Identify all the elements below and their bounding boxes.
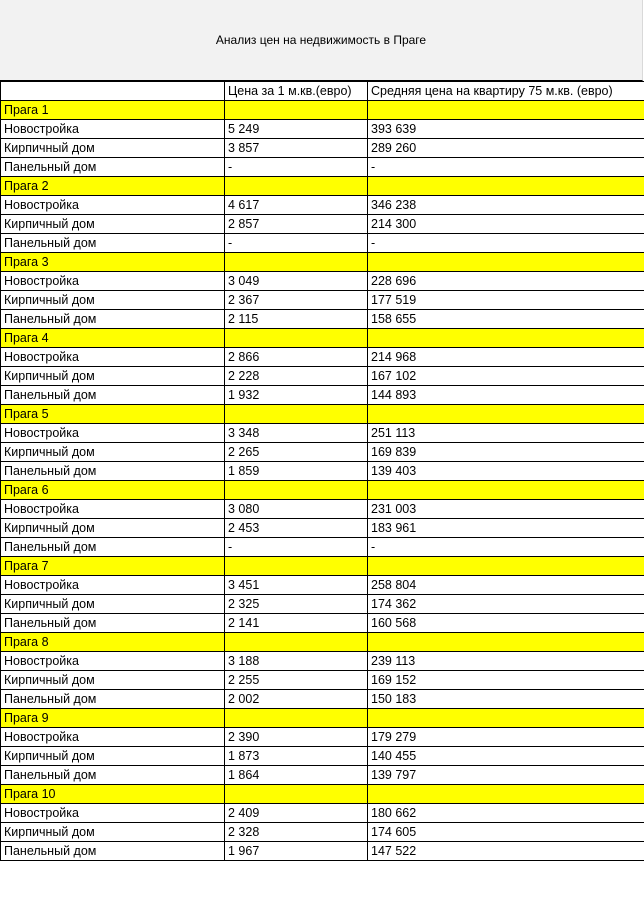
district-name-cell[interactable]: Прага 10 xyxy=(1,785,225,804)
table-row xyxy=(1,291,644,310)
table-row xyxy=(1,462,644,481)
building-type-cell[interactable]: Кирпичный дом xyxy=(1,595,225,614)
district-empty-cell[interactable] xyxy=(225,101,368,120)
table-row xyxy=(1,519,644,538)
building-type-cell[interactable]: Кирпичный дом xyxy=(1,215,225,234)
avg-price-cell[interactable]: 179 279 xyxy=(368,728,644,747)
avg-price-cell[interactable]: 140 455 xyxy=(368,747,644,766)
building-type-cell[interactable]: Панельный дом xyxy=(1,614,225,633)
district-empty-cell[interactable] xyxy=(368,709,644,728)
price-per-m2-cell[interactable]: 1 859 xyxy=(225,462,368,481)
price-per-m2-cell[interactable]: 2 255 xyxy=(225,671,368,690)
building-type-cell[interactable]: Новостройка xyxy=(1,652,225,671)
avg-price-cell[interactable]: 239 113 xyxy=(368,652,644,671)
district-header-row xyxy=(1,177,644,196)
header-cell-price-m2[interactable]: Цена за 1 м.кв.(евро) xyxy=(225,82,368,101)
price-per-m2-cell[interactable]: 2 367 xyxy=(225,291,368,310)
district-name-cell[interactable]: Прага 7 xyxy=(1,557,225,576)
price-per-m2-cell[interactable]: - xyxy=(225,158,368,177)
table-row xyxy=(1,690,644,709)
district-name-cell[interactable]: Прага 6 xyxy=(1,481,225,500)
table-row xyxy=(1,823,644,842)
building-type-cell[interactable]: Кирпичный дом xyxy=(1,747,225,766)
building-type-cell[interactable]: Новостройка xyxy=(1,804,225,823)
building-type-cell[interactable]: Новостройка xyxy=(1,272,225,291)
price-per-m2-cell[interactable]: - xyxy=(225,234,368,253)
building-type-cell[interactable]: Новостройка xyxy=(1,500,225,519)
building-type-cell[interactable]: Панельный дом xyxy=(1,386,225,405)
table-row xyxy=(1,747,644,766)
price-table xyxy=(0,81,644,861)
avg-price-cell[interactable]: 169 152 xyxy=(368,671,644,690)
building-type-cell[interactable]: Кирпичный дом xyxy=(1,367,225,386)
price-table-body xyxy=(1,82,644,861)
price-per-m2-cell[interactable]: 2 390 xyxy=(225,728,368,747)
table-row xyxy=(1,538,644,557)
building-type-cell[interactable]: Панельный дом xyxy=(1,842,225,861)
building-type-cell[interactable]: Панельный дом xyxy=(1,234,225,253)
district-header-row xyxy=(1,557,644,576)
building-type-cell[interactable]: Кирпичный дом xyxy=(1,139,225,158)
district-empty-cell[interactable] xyxy=(225,177,368,196)
building-type-cell[interactable]: Панельный дом xyxy=(1,766,225,785)
district-empty-cell[interactable] xyxy=(368,633,644,652)
district-empty-cell[interactable] xyxy=(368,177,644,196)
avg-price-cell[interactable]: 228 696 xyxy=(368,272,644,291)
building-type-cell[interactable]: Новостройка xyxy=(1,576,225,595)
district-header-row xyxy=(1,253,644,272)
table-row xyxy=(1,234,644,253)
avg-price-cell[interactable]: 139 797 xyxy=(368,766,644,785)
district-empty-cell[interactable] xyxy=(368,101,644,120)
avg-price-cell[interactable]: 231 003 xyxy=(368,500,644,519)
price-per-m2-cell[interactable]: 3 451 xyxy=(225,576,368,595)
table-row xyxy=(1,424,644,443)
price-per-m2-cell[interactable]: 1 873 xyxy=(225,747,368,766)
avg-price-cell[interactable]: 214 300 xyxy=(368,215,644,234)
district-name-cell[interactable]: Прага 5 xyxy=(1,405,225,424)
price-per-m2-cell[interactable]: 1 932 xyxy=(225,386,368,405)
district-header-row xyxy=(1,329,644,348)
district-empty-cell[interactable] xyxy=(225,709,368,728)
district-empty-cell[interactable] xyxy=(225,633,368,652)
district-empty-cell[interactable] xyxy=(368,405,644,424)
district-empty-cell[interactable] xyxy=(368,481,644,500)
building-type-cell[interactable]: Панельный дом xyxy=(1,462,225,481)
building-type-cell[interactable]: Кирпичный дом xyxy=(1,671,225,690)
avg-price-cell[interactable]: 251 113 xyxy=(368,424,644,443)
avg-price-cell[interactable]: 258 804 xyxy=(368,576,644,595)
building-type-cell[interactable]: Панельный дом xyxy=(1,538,225,557)
district-header-row xyxy=(1,405,644,424)
building-type-cell[interactable]: Кирпичный дом xyxy=(1,291,225,310)
avg-price-cell[interactable]: - xyxy=(368,538,644,557)
building-type-cell[interactable]: Панельный дом xyxy=(1,158,225,177)
district-empty-cell[interactable] xyxy=(368,329,644,348)
avg-price-cell[interactable]: 183 961 xyxy=(368,519,644,538)
price-per-m2-cell[interactable]: 3 188 xyxy=(225,652,368,671)
table-row xyxy=(1,158,644,177)
table-row xyxy=(1,272,644,291)
header-cell-avg-price[interactable]: Средняя цена на квартиру 75 м.кв. (евро) xyxy=(368,82,644,101)
price-per-m2-cell[interactable]: 2 409 xyxy=(225,804,368,823)
district-header-row xyxy=(1,481,644,500)
district-name-cell[interactable]: Прага 8 xyxy=(1,633,225,652)
district-name-cell[interactable]: Прага 1 xyxy=(1,101,225,120)
avg-price-cell[interactable]: 144 893 xyxy=(368,386,644,405)
price-per-m2-cell[interactable]: 3 080 xyxy=(225,500,368,519)
district-empty-cell[interactable] xyxy=(368,253,644,272)
district-empty-cell[interactable] xyxy=(225,253,368,272)
building-type-cell[interactable]: Панельный дом xyxy=(1,690,225,709)
price-per-m2-cell[interactable]: 3 857 xyxy=(225,139,368,158)
building-type-cell[interactable]: Новостройка xyxy=(1,424,225,443)
table-row xyxy=(1,671,644,690)
avg-price-cell[interactable]: 167 102 xyxy=(368,367,644,386)
avg-price-cell[interactable]: 180 662 xyxy=(368,804,644,823)
avg-price-cell[interactable]: 160 568 xyxy=(368,614,644,633)
price-per-m2-cell[interactable]: 1 967 xyxy=(225,842,368,861)
avg-price-cell[interactable]: 289 260 xyxy=(368,139,644,158)
table-row xyxy=(1,367,644,386)
district-empty-cell[interactable] xyxy=(368,557,644,576)
district-name-cell[interactable]: Прага 3 xyxy=(1,253,225,272)
avg-price-cell[interactable]: 214 968 xyxy=(368,348,644,367)
avg-price-cell[interactable]: - xyxy=(368,158,644,177)
district-empty-cell[interactable] xyxy=(225,557,368,576)
price-per-m2-cell[interactable]: 4 617 xyxy=(225,196,368,215)
district-empty-cell[interactable] xyxy=(225,481,368,500)
table-row xyxy=(1,196,644,215)
district-empty-cell[interactable] xyxy=(225,785,368,804)
building-type-cell[interactable]: Новостройка xyxy=(1,120,225,139)
price-per-m2-cell[interactable]: 2 866 xyxy=(225,348,368,367)
district-header-row xyxy=(1,785,644,804)
table-row xyxy=(1,576,644,595)
table-row xyxy=(1,139,644,158)
district-empty-cell[interactable] xyxy=(225,405,368,424)
building-type-cell[interactable]: Кирпичный дом xyxy=(1,519,225,538)
avg-price-cell[interactable]: 158 655 xyxy=(368,310,644,329)
avg-price-cell[interactable]: 174 605 xyxy=(368,823,644,842)
building-type-cell[interactable]: Новостройка xyxy=(1,728,225,747)
district-header-row xyxy=(1,709,644,728)
price-per-m2-cell[interactable]: 5 249 xyxy=(225,120,368,139)
building-type-cell[interactable]: Панельный дом xyxy=(1,310,225,329)
table-row xyxy=(1,386,644,405)
table-row xyxy=(1,500,644,519)
district-name-cell[interactable]: Прага 9 xyxy=(1,709,225,728)
price-per-m2-cell[interactable]: - xyxy=(225,538,368,557)
header-cell-type[interactable] xyxy=(1,82,225,101)
table-row xyxy=(1,614,644,633)
price-per-m2-cell[interactable]: 2 002 xyxy=(225,690,368,709)
price-per-m2-cell[interactable]: 2 265 xyxy=(225,443,368,462)
price-per-m2-cell[interactable]: 2 328 xyxy=(225,823,368,842)
building-type-cell[interactable]: Новостройка xyxy=(1,348,225,367)
avg-price-cell[interactable]: 177 519 xyxy=(368,291,644,310)
table-row xyxy=(1,310,644,329)
avg-price-cell[interactable]: 169 839 xyxy=(368,443,644,462)
avg-price-cell[interactable]: 346 238 xyxy=(368,196,644,215)
table-row xyxy=(1,120,644,139)
price-per-m2-cell[interactable]: 2 325 xyxy=(225,595,368,614)
table-row xyxy=(1,804,644,823)
table-row xyxy=(1,443,644,462)
table-row xyxy=(1,766,644,785)
table-row xyxy=(1,842,644,861)
price-per-m2-cell[interactable]: 2 857 xyxy=(225,215,368,234)
district-header-row xyxy=(1,101,644,120)
district-empty-cell[interactable] xyxy=(368,785,644,804)
table-row xyxy=(1,348,644,367)
price-per-m2-cell[interactable]: 2 115 xyxy=(225,310,368,329)
price-per-m2-cell[interactable]: 2 228 xyxy=(225,367,368,386)
district-empty-cell[interactable] xyxy=(225,329,368,348)
table-header-row xyxy=(1,82,644,101)
avg-price-cell[interactable]: 147 522 xyxy=(368,842,644,861)
page-title[interactable]: Анализ цен на недвижимость в Праге xyxy=(0,0,643,81)
table-row xyxy=(1,595,644,614)
building-type-cell[interactable]: Кирпичный дом xyxy=(1,443,225,462)
price-per-m2-cell[interactable]: 3 348 xyxy=(225,424,368,443)
table-row xyxy=(1,215,644,234)
price-per-m2-cell[interactable]: 1 864 xyxy=(225,766,368,785)
price-per-m2-cell[interactable]: 2 141 xyxy=(225,614,368,633)
price-per-m2-cell[interactable]: 2 453 xyxy=(225,519,368,538)
avg-price-cell[interactable]: 139 403 xyxy=(368,462,644,481)
district-name-cell[interactable]: Прага 4 xyxy=(1,329,225,348)
building-type-cell[interactable]: Кирпичный дом xyxy=(1,823,225,842)
avg-price-cell[interactable]: 174 362 xyxy=(368,595,644,614)
building-type-cell[interactable]: Новостройка xyxy=(1,196,225,215)
district-header-row xyxy=(1,633,644,652)
avg-price-cell[interactable]: 393 639 xyxy=(368,120,644,139)
district-name-cell[interactable]: Прага 2 xyxy=(1,177,225,196)
avg-price-cell[interactable]: 150 183 xyxy=(368,690,644,709)
table-row xyxy=(1,728,644,747)
avg-price-cell[interactable]: - xyxy=(368,234,644,253)
table-row xyxy=(1,652,644,671)
price-per-m2-cell[interactable]: 3 049 xyxy=(225,272,368,291)
